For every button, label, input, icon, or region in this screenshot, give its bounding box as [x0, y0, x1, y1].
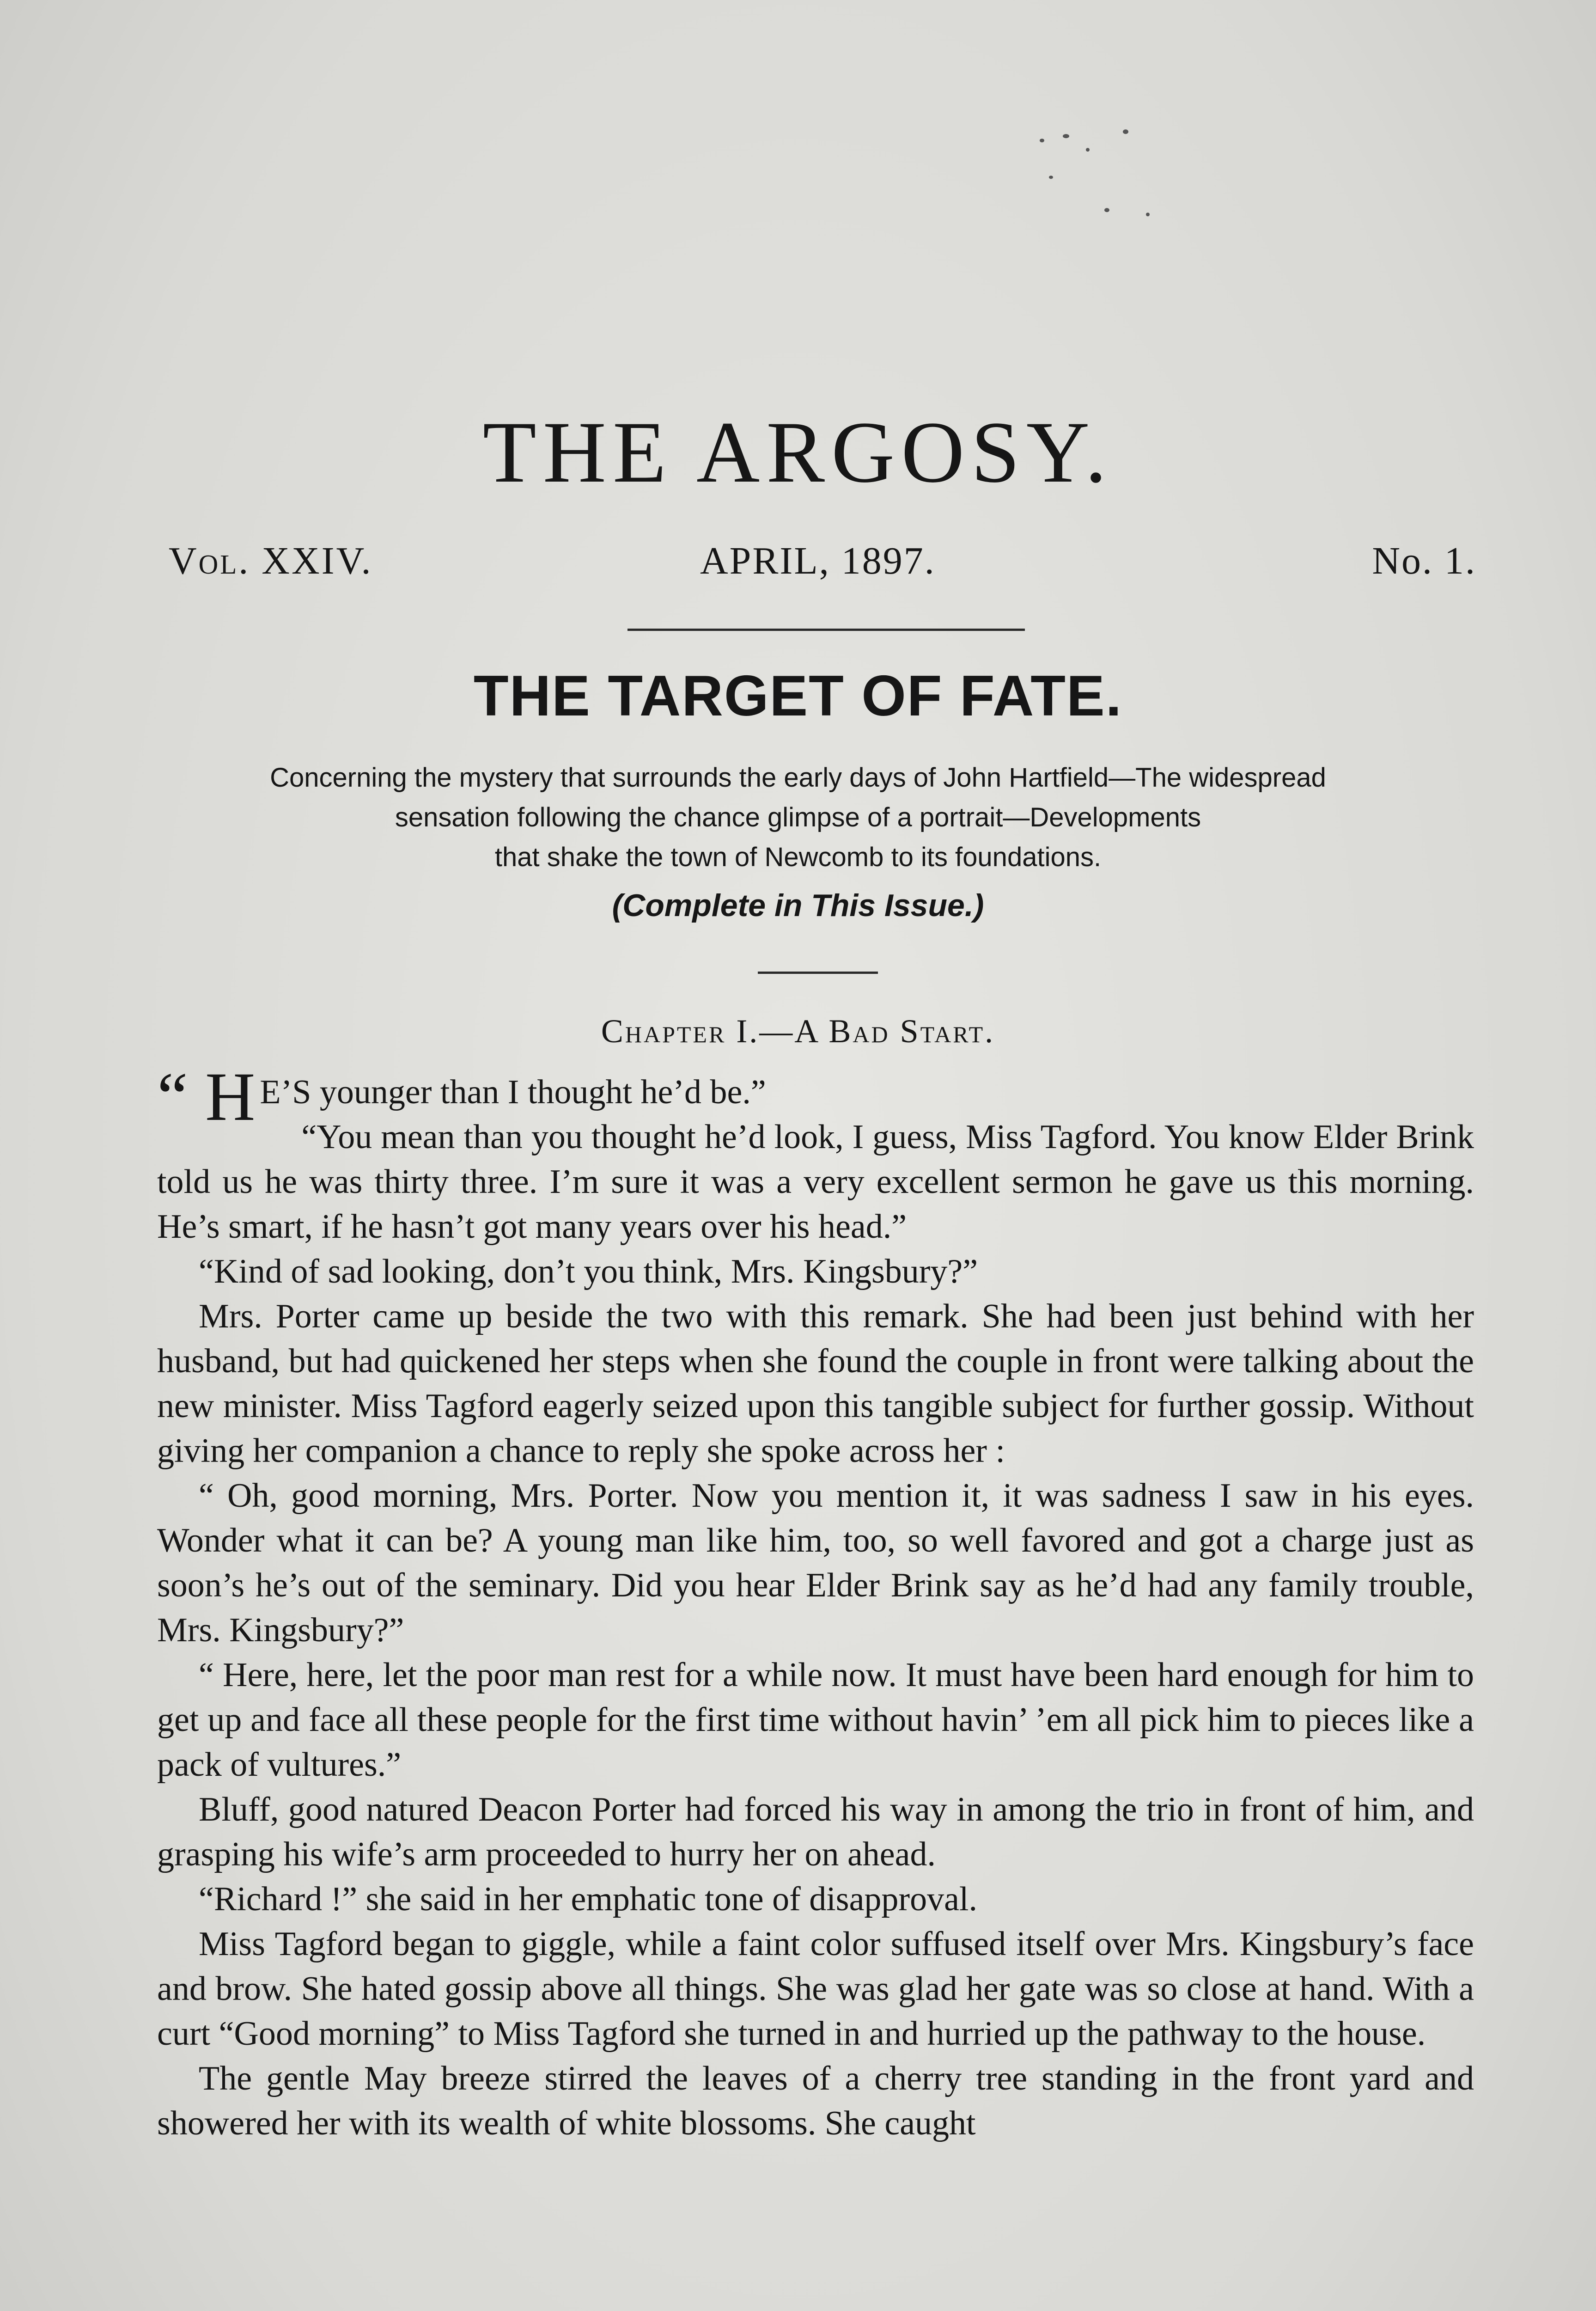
complete-note: (Complete in This Issue.)	[612, 888, 984, 923]
paragraph: Mrs. Porter came up beside the two with this remark. She had been just behind with her husband, but had quickened her steps when she found the couple in front were talking about the new minister. Miss Tagford eagerly seized upon this tangible subject for further gossip. Without giving her companion a chance to reply she spoke across her :	[157, 1297, 1474, 1470]
story-title: THE TARGET OF FATE.	[473, 664, 1123, 728]
issue-date: APRIL, 1897.	[700, 539, 936, 582]
paragraph: The gentle May breeze stirred the leaves of a cherry tree standing in the front yard and showered her with its wealth of white blossoms. She caught	[157, 2060, 1474, 2142]
paragraph: “Richard !” she said in her emphatic tone of disapproval.	[199, 1880, 977, 1918]
story-body	[157, 1058, 1474, 2146]
print-specks	[1030, 120, 1169, 240]
issue-line	[169, 538, 1476, 580]
synopsis-line: that shake the town of Newcomb to its foundations.	[494, 842, 1102, 872]
paragraph: Miss Tagford began to giggle, while a faint color suffused itself over Mrs. Kingsbury’s face and brow. She hated gossip above all things. She was glad her gate was so close at hand. With a curt “Good morning” to Miss Tagford she turned in and hurried up the pathway to the house.	[157, 1925, 1474, 2053]
magazine-title: THE ARGOSY.	[482, 404, 1114, 501]
divider-rule-top	[627, 629, 1025, 631]
synopsis-line: Concerning the mystery that surrounds the early days of John Hartfield—The widespread	[270, 763, 1326, 793]
divider-rule-short	[758, 972, 878, 974]
drop-cap: “ H	[157, 1058, 256, 1135]
first-paragraph-text: younger than I thought he’d be.”	[311, 1073, 766, 1111]
paragraph: Bluff, good natured Deacon Porter had forced his way in among the trio in front of him, and grasping his wife’s arm proceeded to hurry her on ahead.	[157, 1791, 1474, 1873]
synopsis-line: sensation following the chance glimpse of a portrait—Developments	[395, 802, 1201, 832]
first-word-caps: E’S	[260, 1073, 311, 1111]
paragraph: “Kind of sad looking, don’t you think, Mrs. Kingsbury?”	[199, 1253, 978, 1290]
volume-label: Vol. XXIV.	[169, 539, 373, 582]
paragraph: “You mean than you thought he’d look, I guess, Miss Tagford. You know Elder Brink told us he was thirty three. I’m sure it was a very excellent sermon he gave us this morning. He’s smart, if he hasn’t got many years over his head.”	[157, 1118, 1474, 1246]
paragraph: “ Here, here, let the poor man rest for a while now. It must have been hard enough for him to get up and face all these people for the first time without havin’ ’em all pick him to pieces like a pack of vultures.”	[157, 1656, 1474, 1784]
chapter-heading: Chapter I.—A Bad Start.	[601, 1013, 995, 1050]
story-synopsis	[0, 758, 1596, 877]
issue-number: No. 1.	[1372, 539, 1476, 582]
paragraph: “ Oh, good morning, Mrs. Porter. Now you mention it, it was sadness I saw in his eyes. Wonder what it can be? A young man like him, too, so well favored and got a charge just as soon’s he’s out of the seminary. Did you hear Elder Brink say as he’d had any family trouble, Mrs. Kingsbury?”	[157, 1477, 1474, 1649]
paragraph	[157, 1058, 1474, 1135]
